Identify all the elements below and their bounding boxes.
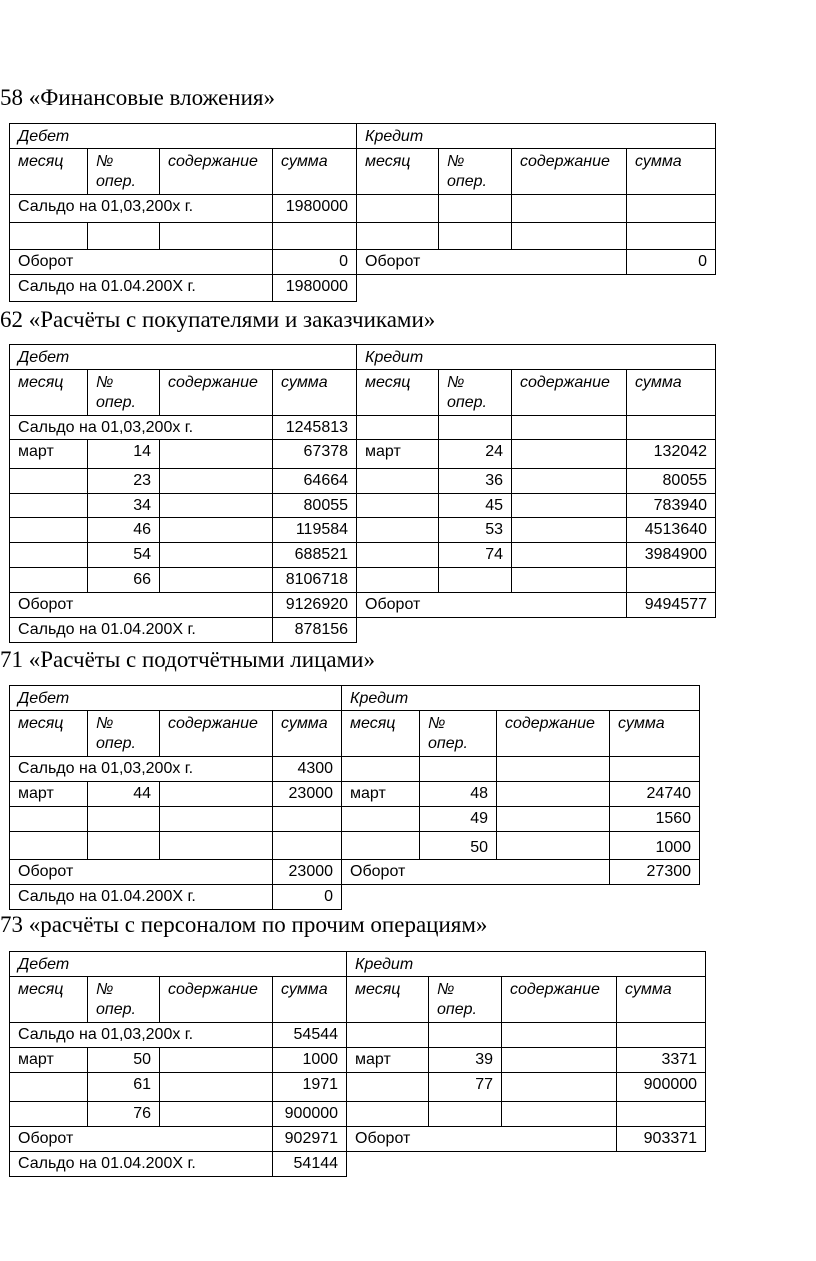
account-73-title: 73 «расчёты с персоналом по прочим операциям» (0, 912, 488, 937)
credit-op: 48 (420, 782, 497, 807)
col-op-header: № опер. (420, 711, 497, 757)
credit-sum (617, 1102, 706, 1127)
col-op-header: № опер. (88, 149, 160, 195)
debit-sum: 23000 (273, 782, 342, 807)
credit-header: Кредит (357, 345, 716, 370)
debit-sum: 1000 (273, 1048, 347, 1073)
credit-op: 77 (429, 1073, 502, 1102)
debit-op: 76 (88, 1102, 160, 1127)
opening-balance-label: Сальдо на 01,03,200х г. (10, 1023, 273, 1048)
debit-month: март (10, 782, 88, 807)
table-row (10, 1073, 706, 1102)
table-row (10, 494, 716, 518)
credit-op: 45 (439, 494, 512, 518)
debit-op: 34 (88, 494, 160, 518)
credit-turnover-label: Оборот (357, 593, 627, 618)
debit-month: март (10, 1048, 88, 1073)
debit-month (10, 543, 88, 568)
debit-sum: 64664 (273, 469, 357, 494)
table-row (10, 518, 716, 543)
account-62-table (9, 344, 716, 643)
col-month-header: месяц (10, 149, 88, 195)
debit-turnover-value: 9126920 (273, 593, 357, 618)
credit-turnover-value: 0 (627, 250, 716, 275)
debit-op: 44 (88, 782, 160, 807)
debit-op: 54 (88, 543, 160, 568)
debit-turnover-label: Оборот (10, 1127, 273, 1152)
credit-turnover-value: 903371 (617, 1127, 706, 1152)
opening-balance-value: 54544 (273, 1023, 347, 1048)
debit-op: 50 (88, 1048, 160, 1073)
col-month-header: месяц (10, 977, 88, 1023)
closing-balance-value: 878156 (273, 618, 357, 643)
debit-sum: 80055 (273, 494, 357, 518)
debit-sum: 900000 (273, 1102, 347, 1127)
col-sum-header: сумма (627, 370, 716, 416)
credit-sum (627, 223, 716, 250)
col-sum-header: сумма (273, 711, 342, 757)
credit-op: 74 (439, 543, 512, 568)
credit-op: 39 (429, 1048, 502, 1073)
table-row (10, 807, 700, 832)
credit-month (357, 568, 439, 593)
credit-op (429, 1102, 502, 1127)
debit-month (10, 568, 88, 593)
opening-balance-label: Сальдо на 01,03,200х г. (10, 757, 273, 782)
debit-turnover-label: Оборот (10, 250, 273, 275)
col-sum-header: сумма (273, 149, 357, 195)
table-row (10, 440, 716, 469)
credit-op: 50 (420, 832, 497, 860)
credit-sum (627, 568, 716, 593)
debit-month (10, 518, 88, 543)
credit-sum: 900000 (617, 1073, 706, 1102)
debit-month (10, 494, 88, 518)
credit-month (347, 1102, 429, 1127)
table-row (10, 543, 716, 568)
credit-sum: 4513640 (627, 518, 716, 543)
credit-header: Кредит (342, 686, 700, 711)
credit-month (342, 832, 420, 860)
closing-balance-label: Сальдо на 01.04.200Х г. (10, 618, 273, 643)
table-row (10, 568, 716, 593)
debit-sum: 8106718 (273, 568, 357, 593)
debit-op: 66 (88, 568, 160, 593)
debit-header: Дебет (10, 686, 342, 711)
col-month-header: месяц (347, 977, 429, 1023)
opening-balance-value: 1245813 (273, 416, 357, 440)
credit-op (439, 223, 512, 250)
opening-balance-value: 4300 (273, 757, 342, 782)
debit-sum (273, 832, 342, 860)
credit-month (347, 1073, 429, 1102)
credit-sum: 132042 (627, 440, 716, 469)
col-sum-header: сумма (273, 977, 347, 1023)
debit-op (88, 223, 160, 250)
credit-month (342, 807, 420, 832)
credit-op: 53 (439, 518, 512, 543)
col-sum-header: сумма (610, 711, 700, 757)
credit-sum: 783940 (627, 494, 716, 518)
account-58-table (9, 123, 716, 302)
credit-sum: 3371 (617, 1048, 706, 1073)
table-row (10, 782, 700, 807)
col-month-header: месяц (342, 711, 420, 757)
col-month-header: месяц (10, 711, 88, 757)
debit-month (10, 1073, 88, 1102)
debit-sum: 119584 (273, 518, 357, 543)
col-content-header: содержание (512, 370, 627, 416)
credit-turnover-label: Оборот (357, 250, 627, 275)
debit-turnover-value: 23000 (273, 860, 342, 885)
col-content-header: содержание (512, 149, 627, 195)
closing-balance-value: 0 (273, 885, 342, 910)
credit-turnover-value: 9494577 (627, 593, 716, 618)
credit-month: март (357, 440, 439, 469)
account-58-title: 58 «Финансовые вложения» (0, 85, 275, 110)
credit-turnover-value: 27300 (610, 860, 700, 885)
debit-op: 14 (88, 440, 160, 469)
debit-header: Дебет (10, 345, 357, 370)
debit-turnover-label: Оборот (10, 593, 273, 618)
debit-month (10, 1102, 88, 1127)
debit-sum (273, 807, 342, 832)
credit-sum: 3984900 (627, 543, 716, 568)
table-row (10, 1048, 706, 1073)
credit-month (357, 469, 439, 494)
debit-sum: 67378 (273, 440, 357, 469)
closing-balance-label: Сальдо на 01.04.200Х г. (10, 275, 273, 302)
col-content-header: содержание (160, 977, 273, 1023)
table-row (10, 832, 700, 860)
col-op-header: № опер. (429, 977, 502, 1023)
credit-month (357, 518, 439, 543)
debit-month (10, 832, 88, 860)
table-row (10, 223, 716, 250)
col-content-header: содержание (502, 977, 617, 1023)
debit-turnover-value: 0 (273, 250, 357, 275)
debit-month (10, 807, 88, 832)
credit-turnover-label: Оборот (342, 860, 610, 885)
debit-sum: 688521 (273, 543, 357, 568)
credit-month (357, 494, 439, 518)
col-content-header: содержание (160, 370, 273, 416)
credit-month: март (347, 1048, 429, 1073)
credit-header: Кредит (347, 952, 706, 977)
credit-op: 24 (439, 440, 512, 469)
col-op-header: № опер. (439, 149, 512, 195)
debit-op: 46 (88, 518, 160, 543)
account-62-title: 62 «Расчёты с покупателями и заказчиками» (0, 307, 436, 332)
credit-month (357, 543, 439, 568)
credit-turnover-label: Оборот (347, 1127, 617, 1152)
closing-balance-value: 1980000 (273, 275, 357, 302)
credit-sum: 1000 (610, 832, 700, 860)
col-sum-header: сумма (617, 977, 706, 1023)
account-73-table (9, 951, 706, 1177)
col-sum-header: сумма (273, 370, 357, 416)
debit-sum: 1971 (273, 1073, 347, 1102)
credit-sum: 1560 (610, 807, 700, 832)
credit-sum: 80055 (627, 469, 716, 494)
debit-sum (273, 223, 357, 250)
account-71-table (9, 685, 700, 910)
closing-balance-label: Сальдо на 01.04.200Х г. (10, 1152, 273, 1177)
credit-month (357, 223, 439, 250)
debit-op (88, 807, 160, 832)
col-month-header: месяц (357, 149, 439, 195)
debit-op (88, 832, 160, 860)
credit-op: 36 (439, 469, 512, 494)
opening-balance-value: 1980000 (273, 195, 357, 223)
table-row (10, 1102, 706, 1127)
col-month-header: месяц (10, 370, 88, 416)
debit-header: Дебет (10, 124, 357, 149)
col-op-header: № опер. (88, 370, 160, 416)
col-op-header: № опер. (88, 977, 160, 1023)
col-op-header: № опер. (439, 370, 512, 416)
debit-month: март (10, 440, 88, 469)
table-row (10, 469, 716, 494)
debit-header: Дебет (10, 952, 347, 977)
credit-op (439, 568, 512, 593)
debit-month (10, 469, 88, 494)
opening-balance-label: Сальдо на 01,03,200х г. (10, 416, 273, 440)
debit-op: 23 (88, 469, 160, 494)
closing-balance-value: 54144 (273, 1152, 347, 1177)
opening-balance-label: Сальдо на 01,03,200х г. (10, 195, 273, 223)
col-content-header: содержание (160, 711, 273, 757)
closing-balance-label: Сальдо на 01.04.200Х г. (10, 885, 273, 910)
debit-turnover-value: 902971 (273, 1127, 347, 1152)
col-sum-header: сумма (627, 149, 716, 195)
col-content-header: содержание (160, 149, 273, 195)
col-month-header: месяц (357, 370, 439, 416)
debit-turnover-label: Оборот (10, 860, 273, 885)
col-op-header: № опер. (88, 711, 160, 757)
credit-op: 49 (420, 807, 497, 832)
account-71-title: 71 «Расчёты с подотчётными лицами» (0, 647, 375, 672)
debit-op: 61 (88, 1073, 160, 1102)
credit-month: март (342, 782, 420, 807)
debit-month (10, 223, 88, 250)
credit-sum: 24740 (610, 782, 700, 807)
credit-header: Кредит (357, 124, 716, 149)
col-content-header: содержание (497, 711, 610, 757)
